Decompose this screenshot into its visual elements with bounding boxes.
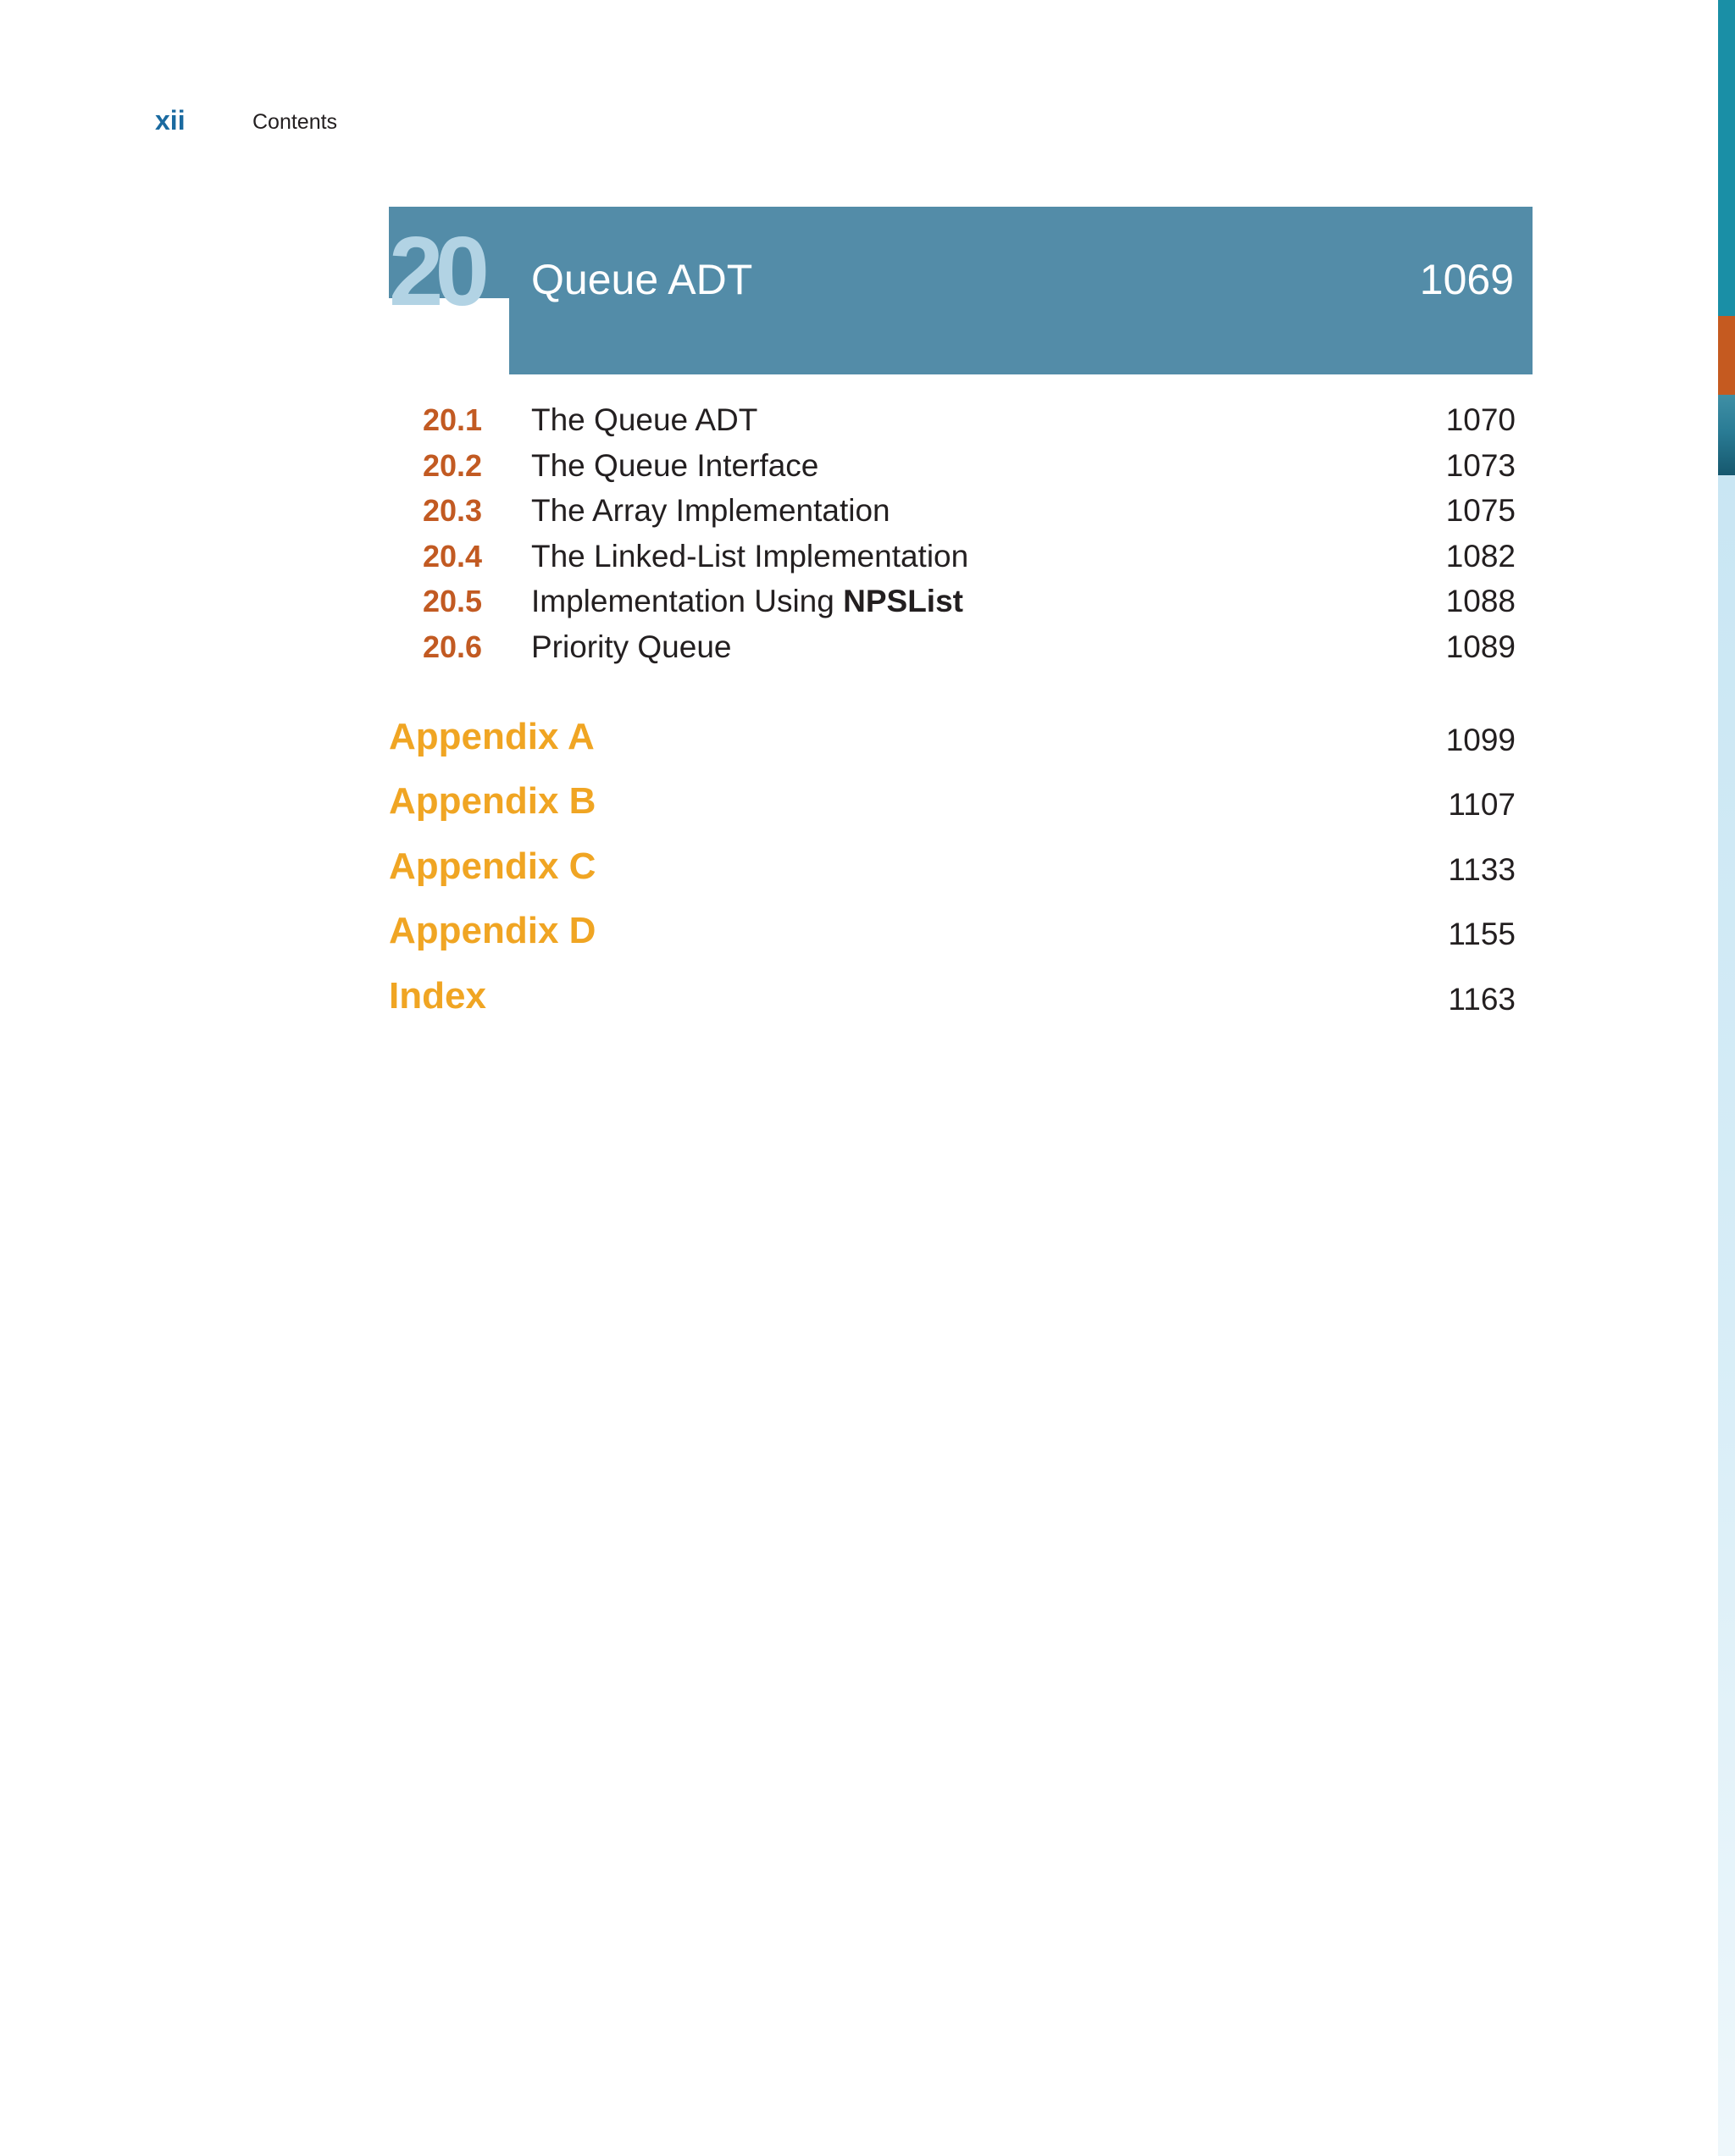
section-page-number: 1073	[1445, 447, 1516, 483]
appendix-title: Appendix B	[389, 780, 596, 823]
appendix-title: Appendix A	[389, 716, 595, 757]
section-entry-20-1[interactable]	[389, 398, 1516, 444]
section-number: 20.3	[423, 493, 483, 529]
edge-color-band	[1718, 0, 1735, 2156]
appendix-page-number: 1099	[1445, 723, 1516, 757]
chapter-number: 20	[389, 216, 482, 326]
section-number: 20.2	[423, 447, 483, 483]
section-title: The Array Implementation	[531, 493, 890, 529]
section-page-number: 1088	[1445, 584, 1516, 619]
appendix-page-number: 1107	[1448, 787, 1516, 823]
appendix-entry-c[interactable]	[389, 841, 1516, 906]
section-title: The Queue ADT	[531, 402, 758, 437]
chapter-banner[interactable]	[389, 207, 1533, 374]
appendix-entry-b[interactable]	[389, 776, 1516, 840]
section-number: 20.5	[423, 584, 483, 619]
section-title: Implementation Using NPSList	[531, 584, 963, 619]
running-title: Contents	[252, 110, 338, 134]
section-entry-20-2[interactable]	[389, 444, 1516, 490]
section-entry-20-3[interactable]	[389, 489, 1516, 535]
edge-band-orange	[1718, 316, 1735, 395]
page-number: xii	[155, 105, 186, 136]
section-number: 20.6	[423, 629, 483, 664]
section-list	[389, 398, 1516, 671]
edge-band-dark	[1718, 395, 1735, 475]
code-term: NPSList	[843, 584, 963, 619]
chapter-title: Queue ADT	[531, 256, 753, 303]
appendix-title: Appendix D	[389, 910, 596, 952]
appendix-entry-d[interactable]	[389, 906, 1516, 970]
section-entry-20-4[interactable]	[389, 535, 1516, 580]
section-title: The Linked-List Implementation	[531, 538, 969, 574]
index-title: Index	[389, 974, 486, 1017]
section-page-number: 1070	[1445, 402, 1516, 437]
appendix-page-number: 1155	[1448, 917, 1516, 952]
appendix-page-number: 1133	[1448, 851, 1516, 887]
index-page-number: 1163	[1448, 981, 1516, 1017]
section-number: 20.1	[423, 402, 483, 437]
chapter-page-number: 1069	[1419, 256, 1514, 303]
section-page-number: 1075	[1445, 493, 1516, 529]
section-page-number: 1082	[1445, 538, 1516, 574]
appendix-list	[389, 712, 1516, 1035]
section-title: Priority Queue	[531, 629, 732, 664]
section-entry-20-5[interactable]	[389, 579, 1516, 625]
appendix-title: Appendix C	[389, 845, 596, 887]
section-number: 20.4	[423, 538, 483, 574]
section-title: The Queue Interface	[531, 447, 819, 483]
appendix-entry-a[interactable]	[389, 712, 1516, 776]
edge-band-light	[1718, 475, 1735, 2156]
edge-band-teal	[1718, 0, 1735, 316]
index-entry[interactable]	[389, 971, 1516, 1035]
section-page-number: 1089	[1445, 629, 1516, 664]
section-entry-20-6[interactable]	[389, 625, 1516, 671]
